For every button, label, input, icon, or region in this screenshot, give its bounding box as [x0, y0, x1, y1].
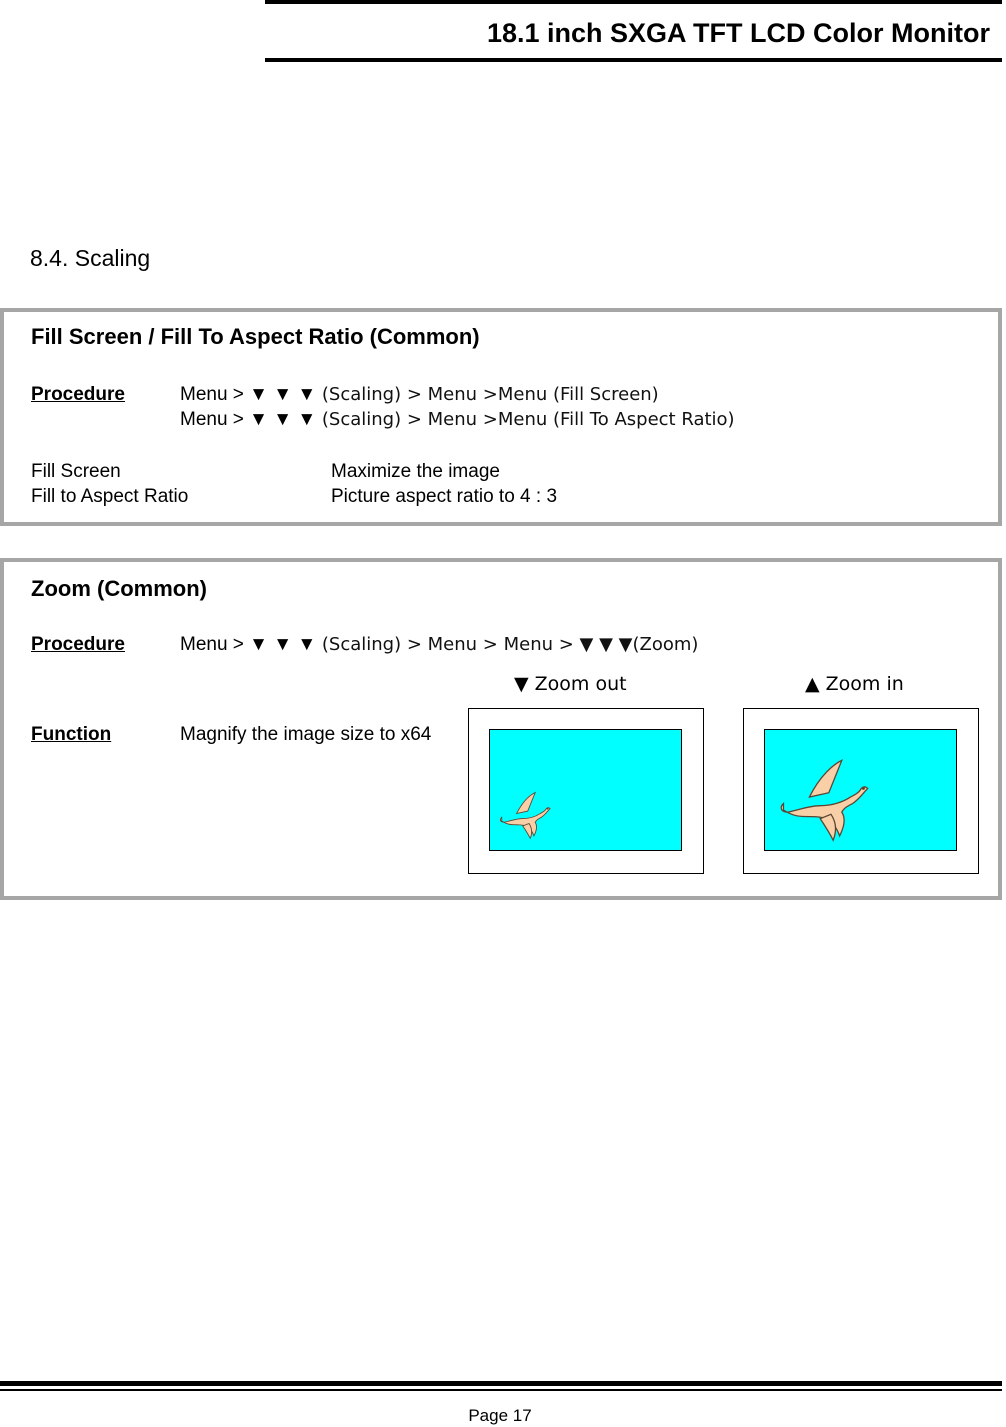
step-prefix: Menu > ▼ ▼ ▼ [180, 634, 317, 655]
row-desc: Picture aspect ratio to 4 : 3 [331, 486, 558, 507]
page-number: Page 17 [468, 1406, 532, 1425]
zoom-in-caption: ▲ Zoom in [805, 673, 904, 695]
step-prefix: Menu > ▼ ▼ ▼ [180, 384, 317, 405]
header-rule-top [265, 0, 1002, 4]
row-name: Fill Screen [31, 461, 121, 482]
step-prefix: Menu > ▼ ▼ ▼ [180, 409, 317, 430]
panel-title: Fill Screen / Fill To Aspect Ratio (Common) [31, 324, 480, 349]
zoom-out-screen [489, 729, 682, 851]
footer-rule-thin [0, 1389, 1002, 1391]
function-text: Magnify the image size to x64 [180, 724, 432, 745]
zoom-out-caption: ▼ Zoom out [514, 673, 627, 695]
row-name: Fill to Aspect Ratio [31, 486, 189, 507]
footer-rule-thick [0, 1381, 1002, 1386]
procedure-step-1 [180, 384, 659, 406]
function-label: Function [31, 724, 112, 745]
procedure-label: Procedure [31, 634, 125, 655]
zoom-out-monitor [468, 708, 704, 874]
panel-title: Zoom (Common) [31, 576, 207, 601]
step-path: (Scaling) > Menu > Menu > ▼ ▼ ▼(Zoom) [316, 634, 699, 655]
procedure-step [180, 634, 698, 656]
procedure-step-2 [180, 409, 735, 431]
zoom-panel [0, 558, 1002, 900]
zoom-in-monitor [743, 708, 979, 874]
step-path: (Scaling) > Menu >Menu (Fill Screen) [316, 384, 659, 405]
row-desc: Maximize the image [331, 461, 500, 482]
zoom-in-screen [764, 729, 957, 851]
bird-icon [490, 730, 682, 851]
bird-icon [765, 730, 957, 851]
fill-screen-panel [0, 308, 1002, 526]
step-path: (Scaling) > Menu >Menu (Fill To Aspect Ratio) [316, 409, 735, 430]
procedure-label: Procedure [31, 384, 125, 405]
document-title: 18.1 inch SXGA TFT LCD Color Monitor [486, 18, 990, 48]
header-rule-bottom [265, 58, 1002, 62]
section-heading: 8.4. Scaling [30, 245, 151, 271]
